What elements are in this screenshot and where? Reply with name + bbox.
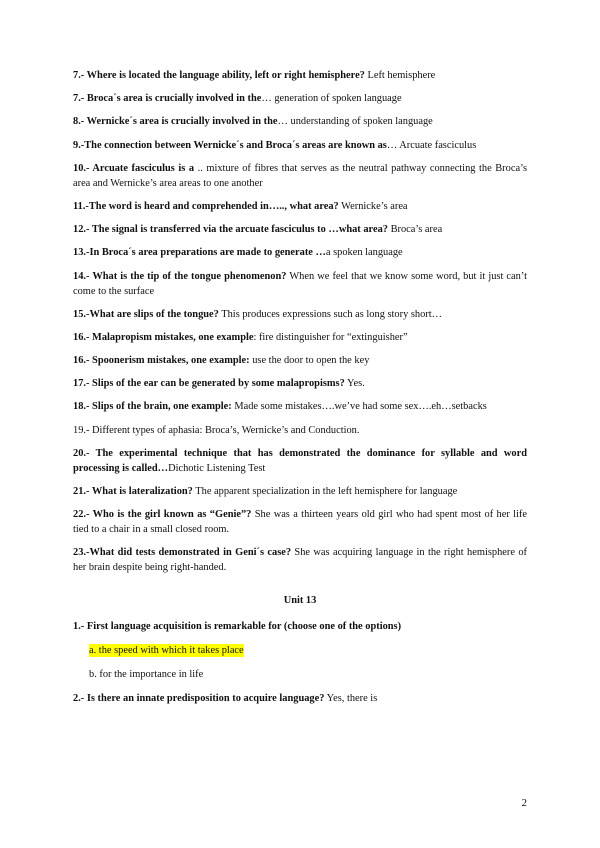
question-text: 10.- Arcuate fasciculus is a — [73, 162, 195, 174]
option-b: b. for the importance in life — [89, 668, 204, 680]
answer-text: This produces expressions such as long story short… — [218, 308, 443, 320]
question-23 — [73, 545, 527, 575]
question-text: 9.-The connection between Wernicke´s and Broca´s areas are known as — [73, 139, 387, 151]
answer-text: a spoken language — [325, 247, 403, 259]
question-15 — [73, 307, 527, 322]
unit-question-1 — [73, 619, 527, 634]
question-text: 18.- Slips of the brain, one example: — [73, 401, 232, 413]
question-text: 11.-The word is heard and comprehended in….., what area? — [73, 200, 339, 212]
answer-text: Yes. — [344, 378, 365, 390]
question-text: 17.- Slips of the ear can be generated by some malapropisms? — [73, 378, 345, 390]
question-11 — [73, 199, 527, 214]
unit-heading: Unit 13 — [283, 595, 317, 607]
question-text: 21.- What is lateralization? — [73, 486, 193, 497]
question-9 — [73, 138, 527, 153]
answer-text: .. mixture of fibres that serves as the neutral pathway connecting the Broca’s area and Wernicke’s area areas to one another — [73, 162, 527, 189]
question-16b — [73, 353, 527, 368]
question-17 — [73, 376, 527, 391]
question-text: 23.-What did tests demonstrated in Geni´s case? — [73, 547, 292, 559]
question-text: 14.- What is the tip of the tongue phenomenon? — [73, 270, 287, 282]
answer-text: … understanding of spoken language — [277, 116, 433, 128]
question-12 — [73, 222, 527, 237]
document-page — [73, 68, 527, 714]
answer-text: Left hemisphere — [364, 70, 436, 81]
question-text: 22.- Who is the girl known as “Genie”? — [73, 509, 252, 521]
answer-text: Made some mistakes….we’ve had some sex….eh…setbacks — [231, 401, 487, 413]
question-13 — [73, 245, 527, 260]
answer-text: When we feel that we know some word, but it just can’t come to the surface — [73, 270, 527, 297]
highlighted-answer: a. the speed with which it takes place — [89, 644, 244, 656]
question-8 — [73, 114, 527, 129]
answer-text: Broca’s area — [387, 224, 443, 236]
question-text: 2.- Is there an innate predisposition to acquire language? — [73, 692, 325, 704]
answer-text: She was a thirteen years old girl who had spent most of her life tied to a chair in a small closed room. — [73, 509, 527, 536]
question-10 — [73, 161, 527, 191]
answer-text: … generation of spoken language — [261, 93, 402, 105]
question-18 — [73, 399, 527, 414]
answer-text: : fire distinguisher for “extinguisher” — [253, 331, 408, 343]
answer-text: Yes, there is — [324, 692, 378, 704]
question-text: 7.- Broca´s area is crucially involved in the — [73, 93, 262, 105]
question-16a — [73, 330, 527, 345]
question-text: 15.-What are slips of the tongue? — [73, 308, 219, 320]
question-20 — [73, 446, 527, 476]
answer-text: The apparent specialization in the left hemisphere for language — [192, 486, 458, 497]
question-7b — [73, 91, 527, 106]
answer-text: 19.- Different types of aphasia: Broca’s, Wernicke’s and Conduction. — [73, 424, 360, 436]
question-text: 8.- Wernicke´s area is crucially involved in the — [73, 116, 278, 128]
unit-question-2 — [73, 691, 527, 706]
question-text: 13.-In Broca´s area preparations are made to generate … — [73, 247, 326, 259]
answer-text: … Arcuate fasciculus — [386, 139, 477, 151]
answer-text: She was acquiring language in the right hemisphere of her brain despite being right-handed. — [73, 547, 527, 574]
question-19 — [73, 423, 527, 438]
question-22 — [73, 507, 527, 537]
question-7a — [73, 68, 527, 83]
option-a — [89, 643, 527, 658]
page-number: 2 — [521, 797, 527, 809]
question-text: 16.- Spoonerism mistakes, one example: — [73, 355, 250, 367]
question-text: 1.- First language acquisition is remarkable for (choose one of the options) — [73, 621, 402, 633]
question-text: 7.- Where is located the language ability, left or right hemisphere? — [73, 70, 365, 81]
question-14 — [73, 269, 527, 299]
question-text: 20.- The experimental technique that has demonstrated the dominance for syllable and word processing is called… — [73, 447, 527, 474]
question-21 — [73, 484, 527, 499]
question-text: 16.- Malapropism mistakes, one example — [73, 331, 254, 343]
answer-text: use the door to open the key — [249, 355, 370, 367]
answer-text: Dichotic Listening Test — [168, 462, 266, 474]
question-text: 12.- The signal is transferred via the arcuate fasciculus to …what area? — [73, 224, 388, 236]
answer-text: Wernicke’s area — [338, 200, 408, 212]
